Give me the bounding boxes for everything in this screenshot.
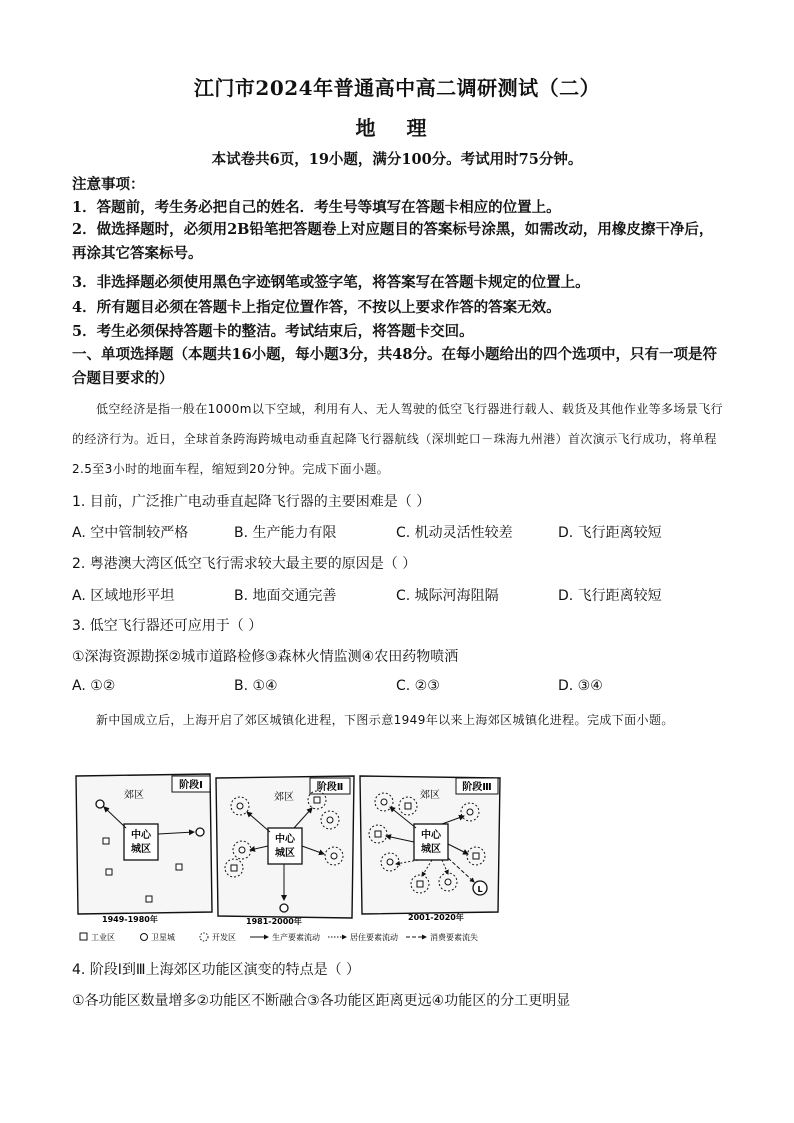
option-d[interactable]: D. 飞行距离较短 [558,525,662,541]
option-b[interactable]: B. 地面交通完善 [234,588,337,604]
question-1-options [72,522,728,542]
question-4-statements: ①各功能区数量增多②功能区不断融合③各功能区距离更远④功能区的分工更明显 [72,993,571,1009]
notice-item-2: 2．做选择题时，必须用2B铅笔把答题卷上对应题目的答案标号涂黑，如需改动，用橡皮擦干净后，再涂其它答案标号。 [72,221,714,262]
exam-subject: 地 理 [355,116,439,140]
passage-shanghai: 新中国成立后，上海开启了郊区城镇化进程，下图示意1949年以来上海郊区城镇化进程。完成下面小题。 [96,713,674,727]
industrial-zone-icon [146,896,152,902]
option-a[interactable]: A. 区域地形平坦 [72,588,175,604]
stage-1-panel [76,774,212,924]
notice-item-5: 5．考生必须保持答题卡的整洁。考试结束后，将答题卡交回。 [72,323,474,340]
legend-satellite: 卫星城 [151,933,175,942]
question-4-stem: 4. 阶段Ⅰ到Ⅲ上海郊区功能区演变的特点是（ ） [72,962,361,978]
svg-text:L: L [477,885,483,894]
satellite-town-icon [96,800,104,808]
svg-text:城区: 城区 [131,844,151,855]
question-3-statements: ①深海资源勘探②城市道路检修③森林火情监测④农田药物喷洒 [72,649,459,665]
svg-text:中心: 中心 [131,830,151,841]
question-1-stem: 1. 目前，广泛推广电动垂直起降飞行器的主要困难是（ ） [72,494,431,510]
notice-item-1: 1．答题前，考生务必把自己的姓名．考生号等填写在答题卡相应的位置上。 [72,199,561,216]
svg-text:城区: 城区 [421,844,441,855]
satellite-town-icon [141,934,148,941]
stage-1-suburb-label: 郊区 [124,790,144,801]
option-d[interactable]: D. ③④ [558,678,603,694]
industrial-zone-icon [80,933,87,940]
option-c[interactable]: C. 城际河海阻隔 [396,588,499,604]
option-c[interactable]: C. ②③ [396,678,440,694]
stage-2-panel [216,776,354,926]
notice-item-3: 3．非选择题必须使用黑色字迹钢笔或签字笔，将答案写在答题卡规定的位置上。 [72,274,590,291]
option-c[interactable]: C. 机动灵活性较差 [396,525,513,541]
question-3-stem: 3. 低空飞行器还可应用于（ ） [72,618,263,634]
figure-legend [72,930,502,944]
satellite-town-icon [196,828,204,836]
stage-2-suburb-label: 郊区 [274,792,294,803]
question-3-options [72,678,728,698]
svg-text:中心: 中心 [275,834,295,845]
urbanization-figure [72,772,502,930]
industrial-zone-icon [176,864,182,870]
notice-heading: 注意事项： [72,176,145,193]
industrial-zone-icon [106,869,112,875]
legend-consumption: 消费要素流失 [430,933,478,942]
option-b[interactable]: B. 生产能力有限 [234,525,337,541]
exam-title: 江门市2024年普通高中高二调研测试（二） [193,76,601,100]
legend-development: 开发区 [212,933,236,942]
notice-item-4: 4．所有题目必须在答题卡上指定位置作答，不按以上要求作答的答案无效。 [72,299,561,316]
stage-1-label: 阶段Ⅰ [179,780,203,791]
stage-3-years: 2001-2020年 [408,913,464,922]
stage-3-panel [360,776,500,922]
stage-3-suburb-label: 郊区 [420,790,440,801]
stage-1-years: 1949-1980年 [102,915,158,924]
stage-3-label: 阶段Ⅲ [462,782,492,793]
question-2-stem: 2. 粤港澳大湾区低空飞行需求较大最主要的原因是（ ） [72,556,417,572]
svg-text:城区: 城区 [275,848,295,859]
option-d[interactable]: D. 飞行距离较短 [558,588,662,604]
option-b[interactable]: B. ①④ [234,678,278,694]
stage-2-label: 阶段Ⅱ [316,782,344,793]
passage-low-altitude: 低空经济是指一般在1000m以下空域，利用有人、无人驾驶的低空飞行器进行载人、载货及其他作业等多场景飞行的经济行为。近日，全球首条跨海跨城电动垂直起降飞行器航线（深圳蛇口－珠海九州港）首次演示飞行成功，将单程2.5至3小时的地面车程，缩短到20分钟。完成下面小题。 [72,402,724,476]
stage-2-years: 1981-2000年 [246,917,302,926]
industrial-zone-icon [103,838,109,844]
legend-industrial: 工业区 [91,933,115,942]
legend-production: 生产要素流动 [272,933,320,942]
option-a[interactable]: A. ①② [72,678,116,694]
section-1-heading: 一、单项选择题（本题共16小题，每小题3分，共48分。在每小题给出的四个选项中，只有一项是符合题目要求的） [72,346,717,387]
svg-text:中心: 中心 [421,830,441,841]
development-zone-icon [200,933,208,941]
option-a[interactable]: A. 空中管制较严格 [72,525,189,541]
legend-residence: 居住要素流动 [350,933,398,942]
question-2-options [72,585,728,605]
exam-info: 本试卷共6页，19小题，满分100分。考试用时75分钟。 [211,151,583,168]
